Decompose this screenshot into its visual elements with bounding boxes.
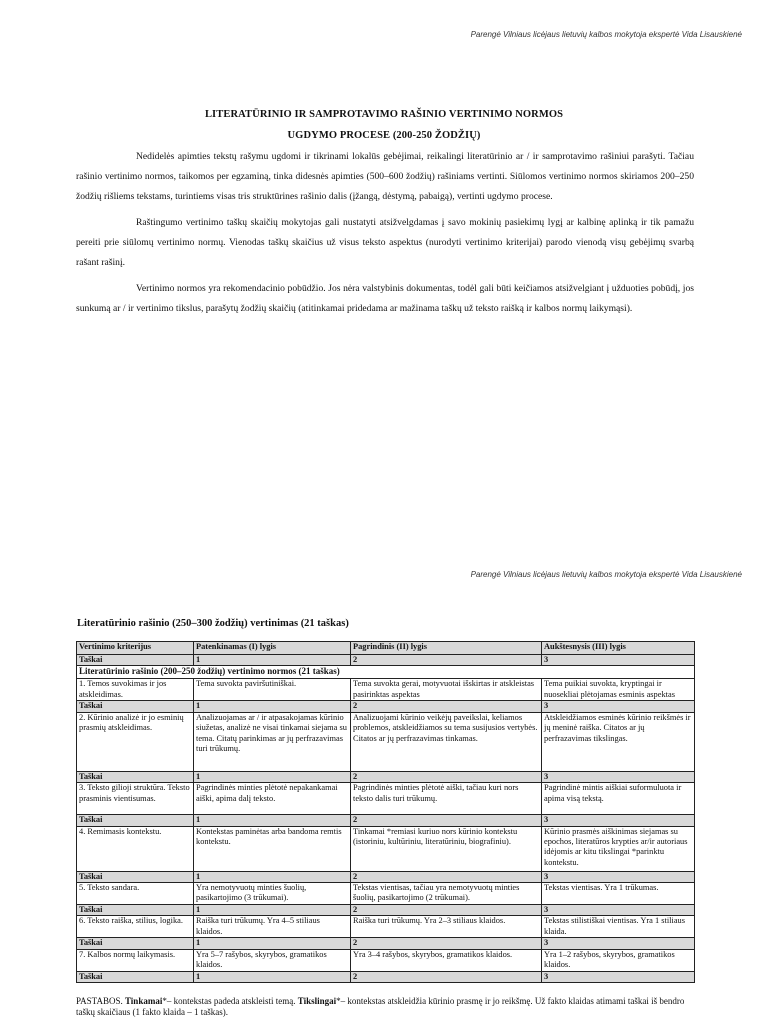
points-label: Taškai [77,871,194,882]
points-value: 3 [542,655,695,666]
points-label: Taškai [77,701,194,712]
level-3-cell: Tekstas vientisas. Yra 1 trūkumas. [542,883,695,905]
page-credit-top: Parengė Vilniaus licėjaus lietuvių kalbos mokytoja ekspertė Vida Lisauskienė [470,30,742,39]
points-value: 1 [194,871,351,882]
intro-paragraph-1: Nedidelės apimties tekstų rašymu ugdomi ir tikrinami lokalūs gebėjimai, reikalingi literatūrinio ar / ir samprotavimo rašiniui parašyti. Tačiau rašinio vertinimo normos, taikomos per egzaminą, tinka didesnės apimties (500–600 žodžių) rašiniams vertinti. Siūlomos vertinimo normos skiriamos 200–250 žodžių rišliems tekstams, turintiems visas tris struktūrines rašinio dalis (įžangą, dėstymą, pabaigą), vertinti ugdymo procese. [76,151,694,202]
table-header-row [77,642,695,655]
points-row [77,701,695,712]
level-2-cell: Tinkamai *remiasi kuriuo nors kūrinio kontekstu (istoriniu, kultūriniu, literatūriniu, biografiniu). [351,826,542,871]
points-value: 1 [194,905,351,916]
page-credit-second: Parengė Vilniaus licėjaus lietuvių kalbos mokytoja ekspertė Vida Lisauskienė [470,570,742,579]
level-2-cell: Raiška turi trūkumų. Yra 2–3 stiliaus klaidos. [351,916,542,938]
notes-term-appropriately: Tinkamai [124,996,163,1006]
level-3-cell: Atskleidžiamos esminės kūrinio reikšmės ir jų meninė raiška. Citatos ar jų perfrazavimas tikslingas. [542,712,695,771]
notes-text-purposefully: *– kontekstas atskleidžia kūrinio prasmę ir jo reikšmę. Už fakto klaidas atimami taškai iš bendro taškų skaičiaus (1 fakto klaida – 1 taškas). [76,996,685,1017]
points-label: Taškai [77,655,194,666]
notes-term-purposefully: Tikslingai [297,996,337,1006]
level-2-cell: Yra 3–4 rašybos, skyrybos, gramatikos klaidos. [351,949,542,971]
criterion-cell: 7. Kalbos normų laikymasis. [77,949,194,971]
level-2-cell: Tekstas vientisas, tačiau yra nemotyvuotų minties šuolių, pasikartojimo (2 trūkumai). [351,883,542,905]
level-1-cell: Kontekstas paminėtas arba bandoma remtis kontekstu. [194,826,351,871]
level-3-cell: Pagrindinė mintis aiškiai suformuluota ir apima visą tekstą. [542,783,695,815]
points-value: 1 [194,701,351,712]
points-row [77,815,695,826]
table-row [77,679,695,701]
table-title: Literatūrinio rašinio (250–300 žodžių) vertinimas (21 taškas) [77,618,349,629]
level-3-cell: Tema puikiai suvokta, kryptingai ir nuosekliai plėtojamas esminis aspektas [542,679,695,701]
level-2-cell: Tema suvokta gerai, motyvuotai išskirtas ir atskleistas pasirinktas aspektas [351,679,542,701]
header-level-3: Aukštesnysis (III) lygis [542,642,695,655]
level-2-cell: Pagrindinės minties plėtotė aiški, tačiau kuri nors teksto dalis turi trūkumų. [351,783,542,815]
table-row [77,783,695,815]
points-value: 3 [542,905,695,916]
level-3-cell: Kūrinio prasmės aiškinimas siejamas su epochos, literatūros krypties ar/ir autoriaus idėjomis ar kitu tikslingai *parinktu kontekstu. [542,826,695,871]
points-label: Taškai [77,815,194,826]
points-value: 3 [542,971,695,982]
points-value: 2 [351,815,542,826]
points-row [77,905,695,916]
notes-text-appropriately: *– kontekstas padeda atskleisti temą. [162,996,296,1006]
rubric-table [76,641,695,983]
points-value: 1 [194,815,351,826]
points-value: 1 [194,938,351,949]
document-subtitle: UGDYMO PROCESE (200-250 ŽODŽIŲ) [287,130,481,141]
criterion-cell: 1. Temos suvokimas ir jos atskleidimas. [77,679,194,701]
criterion-cell: 3. Teksto gilioji struktūra. Teksto prasminis vientisumas. [77,783,194,815]
points-label: Taškai [77,938,194,949]
points-value: 2 [351,655,542,666]
points-label: Taškai [77,771,194,782]
table-row [77,712,695,771]
points-value: 2 [351,938,542,949]
level-2-cell: Analizuojami kūrinio veikėjų paveikslai, keliamos problemos, atskleidžiamos su tema susijusios vertybės. Citatos ar jų perfrazavimas tinkamas. [351,712,542,771]
section-row [77,666,695,679]
level-1-cell: Raiška turi trūkumų. Yra 4–5 stiliaus klaidos. [194,916,351,938]
intro-paragraph-3: Vertinimo normos yra rekomendacinio pobūdžio. Jos nėra valstybinis dokumentas, todėl gali būti keičiamos atsižvelgiant į užduoties pobūdį, jos sunkumą ar / ir vertinimo tikslus, parašytų žodžių skaičių (atitinkamai pridedama ar mažinama taškų už teksto raišką ir kalbos normų laikymąsi). [76,283,694,314]
points-value: 3 [542,815,695,826]
points-value: 2 [351,871,542,882]
points-value: 1 [194,771,351,782]
table-row [77,949,695,971]
level-1-cell: Analizuojamas ar / ir atpasakojamas kūrinio siužetas, analizė ne visai tinkamai siejama su tema. Citatų parinkimas ar jų perfrazavimas turi trūkumų. [194,712,351,771]
table-row [77,916,695,938]
points-value: 2 [351,971,542,982]
section-title: Literatūrinio rašinio (200–250 žodžių) vertinimo normos (21 taškas) [77,666,695,679]
criterion-cell: 2. Kūrinio analizė ir jo esminių prasmių atskleidimas. [77,712,194,771]
points-value: 3 [542,771,695,782]
points-label: Taškai [77,971,194,982]
header-criterion: Vertinimo kriterijus [77,642,194,655]
points-value: 3 [542,871,695,882]
level-1-cell: Yra 5–7 rašybos, skyrybos, gramatikos klaidos. [194,949,351,971]
table-row [77,883,695,905]
header-level-2: Pagrindinis (II) lygis [351,642,542,655]
points-value: 2 [351,771,542,782]
criterion-cell: 5. Teksto sandara. [77,883,194,905]
points-label: Taškai [77,905,194,916]
points-value: 2 [351,701,542,712]
level-1-cell: Yra nemotyvuotų minties šuolių, pasikartojimo (3 trūkumai). [194,883,351,905]
notes-prefix: PASTABOS. [76,996,123,1006]
points-row [77,971,695,982]
header-level-1: Patenkinamas (I) lygis [194,642,351,655]
table-row [77,826,695,871]
level-3-cell: Tekstas stilistiškai vientisas. Yra 1 stiliaus klaida. [542,916,695,938]
criterion-cell: 6. Teksto raiška, stilius, logika. [77,916,194,938]
level-1-cell: Pagrindinės minties plėtotė nepakankamai aiški, apima dalį teksto. [194,783,351,815]
points-row [77,771,695,782]
points-value: 2 [351,905,542,916]
intro-paragraph-2: Raštingumo vertinimo taškų skaičių mokytojas gali nustatyti atsižvelgdamas į savo mokinių pasiekimų lygį ar kalbinę aplinką ir tik pamažu pereiti prie siūlomų vertinimo normų. Vienodas taškų skaičius už visus teksto aspektus (nurodyti vertinimo kriterijai) parodo vienodą visų gebėjimų svarbą rašant rašinį. [76,217,694,268]
points-value: 3 [542,701,695,712]
points-value: 1 [194,655,351,666]
points-row [77,938,695,949]
level-3-cell: Yra 1–2 rašybos, skyrybos, gramatikos klaidos. [542,949,695,971]
level-1-cell: Tema suvokta paviršutiniškai. [194,679,351,701]
criterion-cell: 4. Remimasis kontekstu. [77,826,194,871]
document-title: LITERATŪRINIO IR SAMPROTAVIMO RAŠINIO VERTINIMO NORMOS [204,109,564,120]
points-row [77,871,695,882]
points-value: 3 [542,938,695,949]
points-row [77,655,695,666]
table-notes [76,996,696,1018]
points-value: 1 [194,971,351,982]
